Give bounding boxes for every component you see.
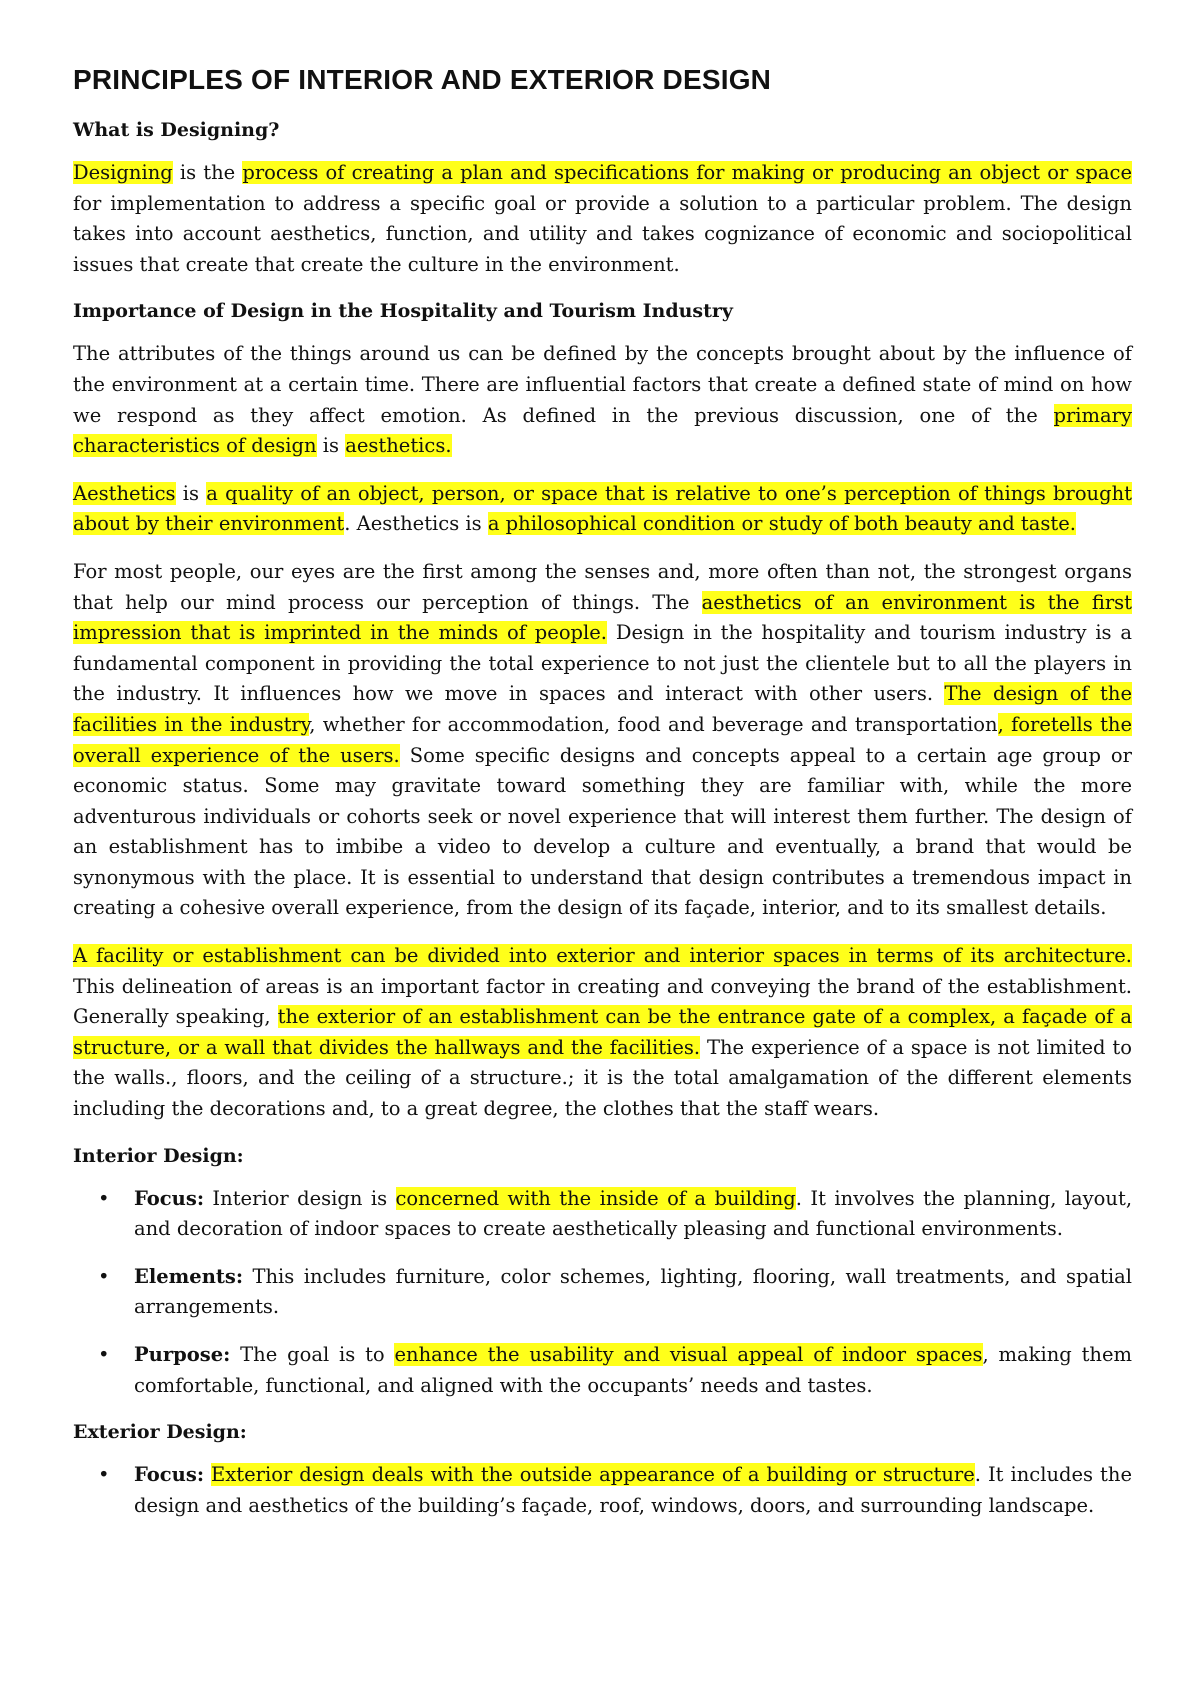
text-run: . It includes the design and aesthetics of the building’s façade, roof, windows, doors, and surrounding landscape. xyxy=(134,1463,1132,1517)
bullet-icon: • xyxy=(98,1186,110,1210)
interior-design-bullet-list xyxy=(73,1184,1132,1402)
exterior-design-bullet-list xyxy=(73,1460,1132,1521)
text-run: , whether for accommodation, food and beverage and transportation xyxy=(309,712,998,736)
highlighted-text: primary characteristics of design xyxy=(73,403,1132,458)
paragraph-eyes-senses xyxy=(73,557,1132,924)
text-run: , making them comfortable, functional, and aligned with the occupants’ needs and tastes. xyxy=(134,1343,1132,1397)
bullet-icon: • xyxy=(98,1463,110,1487)
highlighted-text: the exterior of an establishment can be the entrance gate of a complex, a façade of a structure, or a wall that divides the hallways and the facilities. xyxy=(73,1005,1132,1059)
text-run xyxy=(204,1463,211,1486)
text-run: Design in the hospitality and tourism industry is a fundamental component in providing the total experience to not just the clientele but to all the players in the industry. It influences how we move in spaces and interact with other users. xyxy=(73,621,1132,706)
highlighted-text: Designing xyxy=(73,161,173,184)
text-run: is the xyxy=(172,161,243,184)
highlighted-text: a quality of an object, person, or space that is relative to one’s perception of things brought about by their environment xyxy=(73,481,1132,536)
bullet-icon: • xyxy=(98,1343,110,1366)
highlighted-text: A facility or establishment can be divided into exterior and interior spaces in terms of its architecture. xyxy=(73,944,1132,968)
bullet-item xyxy=(73,1340,1132,1401)
text-run: This includes furniture, color schemes, lighting, flooring, wall treatments, and spatial arrangements. xyxy=(134,1264,1132,1319)
bullet-item xyxy=(73,1184,1132,1245)
text-run: Interior design is xyxy=(204,1186,396,1210)
text-run: . Aesthetics is xyxy=(344,512,488,536)
text-run: The goal is to xyxy=(230,1343,395,1366)
bullet-label: Focus: xyxy=(134,1463,205,1487)
paragraph-attributes xyxy=(73,339,1132,461)
highlighted-text: Exterior design deals with the outside appearance of a building or structure xyxy=(211,1463,975,1487)
section-heading-exterior-design: Exterior Design: xyxy=(73,1421,247,1444)
document-title: PRINCIPLES OF INTERIOR AND EXTERIOR DESIGN xyxy=(73,64,772,95)
bullet-icon: • xyxy=(98,1264,110,1288)
paragraph-facility-spaces xyxy=(73,941,1132,1125)
highlighted-text: aesthetics. xyxy=(345,434,452,458)
highlighted-text: aesthetics of an environment is the first impression that is imprinted in the minds of people. xyxy=(73,590,1132,645)
highlighted-text: concerned with the inside of a building xyxy=(395,1186,796,1210)
highlighted-text: The design of the facilities in the industry xyxy=(73,682,1132,736)
bullet-item xyxy=(73,1262,1132,1323)
text-run: The attributes of the things around us can be defined by the concepts brought about by the influence of the environment at a certain time. There are influential factors that create a defined state of mind on how we respond as they affect emotion. As defined in the previous discussion, one of the xyxy=(73,342,1132,427)
text-run: . It involves the planning, layout, and decoration of indoor spaces to create aesthetically pleasing and functional environments. xyxy=(134,1186,1133,1241)
bullet-label: Elements: xyxy=(134,1264,244,1288)
text-run: For most people, our eyes are the first among the senses and, more often than not, the strongest organs that help our mind process our perception of things. The xyxy=(73,559,1132,614)
section-heading-importance: Importance of Design in the Hospitality and Tourism Industry xyxy=(73,300,733,323)
text-run: is xyxy=(316,434,346,458)
highlighted-text: enhance the usability and visual appeal of indoor spaces xyxy=(394,1343,983,1366)
bullet-item xyxy=(73,1460,1132,1521)
text-run: The experience of a space is not limited to the walls., floors, and the ceiling of a structure.; it is the total amalgamation of the different elements including the decorations and, to a great degree, the clothes that the staff wears. xyxy=(73,1035,1132,1121)
section-heading-interior-design: Interior Design: xyxy=(73,1144,244,1167)
highlighted-text: a philosophical condition or study of both beauty and taste. xyxy=(487,512,1076,536)
section-heading-what-is-designing: What is Designing? xyxy=(73,119,280,141)
text-run: This delineation of areas is an important factor in creating and conveying the brand of the establishment. Generally speaking, xyxy=(73,974,1132,1029)
bullet-label: Purpose: xyxy=(134,1343,231,1366)
highlighted-text: , foretells the overall experience of the users. xyxy=(73,712,1133,767)
text-run: for implementation to address a specific goal or provide a solution to a particular problem. The design takes into account aesthetics, function, and utility and takes cognizance of economic and sociopolitical issues that create that create the culture in the environment. xyxy=(73,191,1132,276)
highlighted-text: process of creating a plan and specifications for making or producing an object or space xyxy=(242,161,1132,184)
text-run: is xyxy=(175,481,207,505)
highlighted-text: Aesthetics xyxy=(73,481,176,505)
paragraph-aesthetics-definition xyxy=(73,479,1132,540)
paragraph-designing-definition xyxy=(73,158,1132,280)
bullet-label: Focus: xyxy=(134,1186,205,1210)
text-run: Some specific designs and concepts appeal to a certain age group or economic status. Some may gravitate toward something they are familiar with, while the more adventurous individuals or cohorts seek or novel experience that will interest them further. The design of an establishment has to imbibe a video to develop a culture and eventually, a brand that would be synonymous with the place. It is essential to understand that design contributes a tremendous impact in creating a cohesive overall experience, from the design of its façade, interior, and to its smallest details. xyxy=(73,743,1132,920)
